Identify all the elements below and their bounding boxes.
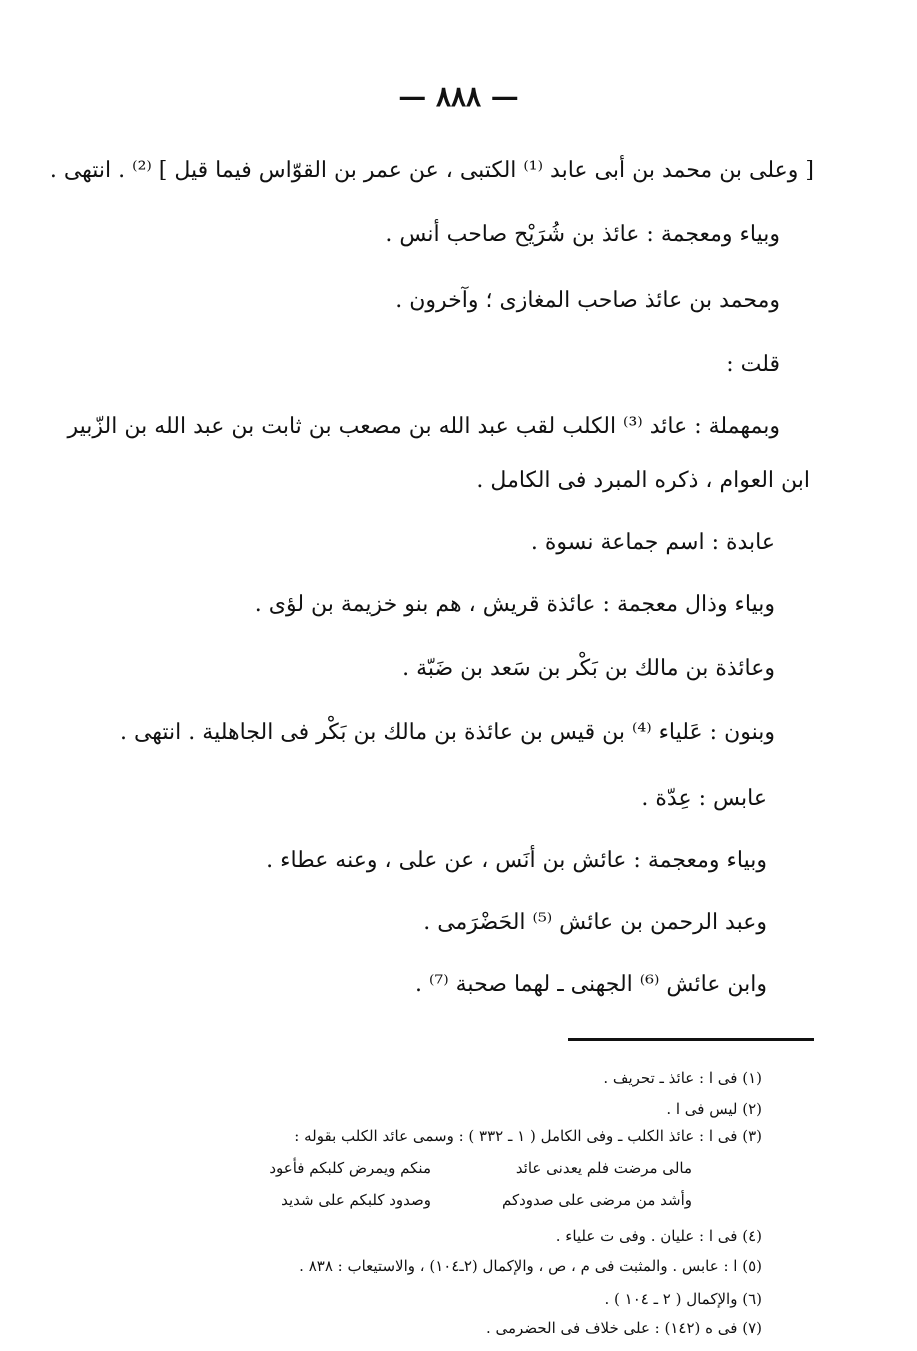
footnote: (١) فى ا : عائذ ـ تحريف . xyxy=(603,1069,762,1087)
body-line: قلت : xyxy=(726,352,780,377)
body-line: وبنون : عَلياء ⁽⁴⁾ بن قيس بن عائذة بن مالك بن بَكْر فى الجاهلية . انتهى . xyxy=(119,720,775,745)
body-line: وبمهملة : عائد ⁽³⁾ الكلب لقب عبد الله بن مصعب بن ثابت بن عبد الله بن الزّبير xyxy=(67,414,780,439)
body-line: ابن العوام ، ذكره المبرد فى الكامل . xyxy=(476,468,810,493)
body-line: [ وعلى بن محمد بن أبى عابد ⁽¹⁾ الكتبى ، عن عمر بن القوّاس فيما قيل ] ⁽²⁾ . انتهى . xyxy=(49,158,814,183)
page-number: — ٨٨٨ — xyxy=(398,80,519,113)
body-line: وابن عائش ⁽⁶⁾ الجهنى ـ لهما صحبة ⁽⁷⁾ . xyxy=(415,972,767,997)
footnote-divider xyxy=(568,1038,814,1041)
body-line: وبياء ومعجمة : عائش بن أنَس ، عن على ، وعنه عطاء . xyxy=(266,848,767,873)
body-line: وبياء ومعجمة : عائذ بن شُرَيْح صاحب أنس . xyxy=(385,222,780,247)
footnote: (٤) فى ا : عليان . وفى ت علياء . xyxy=(555,1227,762,1245)
footnote: (٦) والإكمال ( ٢ ـ ١٠٤ ) . xyxy=(604,1290,762,1308)
body-line: عابس : عِدّة . xyxy=(641,786,767,811)
body-line: عابدة : اسم جماعة نسوة . xyxy=(530,530,775,555)
body-line: وعبد الرحمن بن عائش ⁽⁵⁾ الحَضْرَمى . xyxy=(423,910,767,935)
verse-hemistich-second: وصدود كلبكم على شديد xyxy=(281,1191,431,1209)
verse-hemistich-first: مالى مرضت فلم يعدنى عائد xyxy=(515,1159,692,1177)
footnote: (٧) فى ه (١٤٢) : على خلاف فى الحضرمى . xyxy=(485,1319,762,1337)
verse-hemistich-first: وأشد من مرضى على صدودكم xyxy=(501,1191,692,1209)
body-line: وبياء وذال معجمة : عائذة قريش ، هم بنو خزيمة بن لؤى . xyxy=(254,592,775,617)
verse-hemistich-second: منكم ويمرض كلبكم فأعود xyxy=(269,1159,431,1177)
footnote: (٢) ليس فى ا . xyxy=(666,1100,762,1118)
body-line: وعائذة بن مالك بن بَكْر بن سَعد بن ضَبّة . xyxy=(402,656,775,681)
footnote: (٥) ا : عابس . والمثبت فى م ، ص ، والإكمال (٢ـ١٠٤) ، والاستيعاب : ٨٣٨ . xyxy=(299,1257,762,1275)
footnote: (٣) فى ا : عائذ الكلب ـ وفى الكامل ( ١ ـ ٣٣٢ ) : وسمى عائد الكلب بقوله : xyxy=(294,1127,762,1145)
body-line: ومحمد بن عائذ صاحب المغازى ؛ وآخرون . xyxy=(395,288,780,313)
